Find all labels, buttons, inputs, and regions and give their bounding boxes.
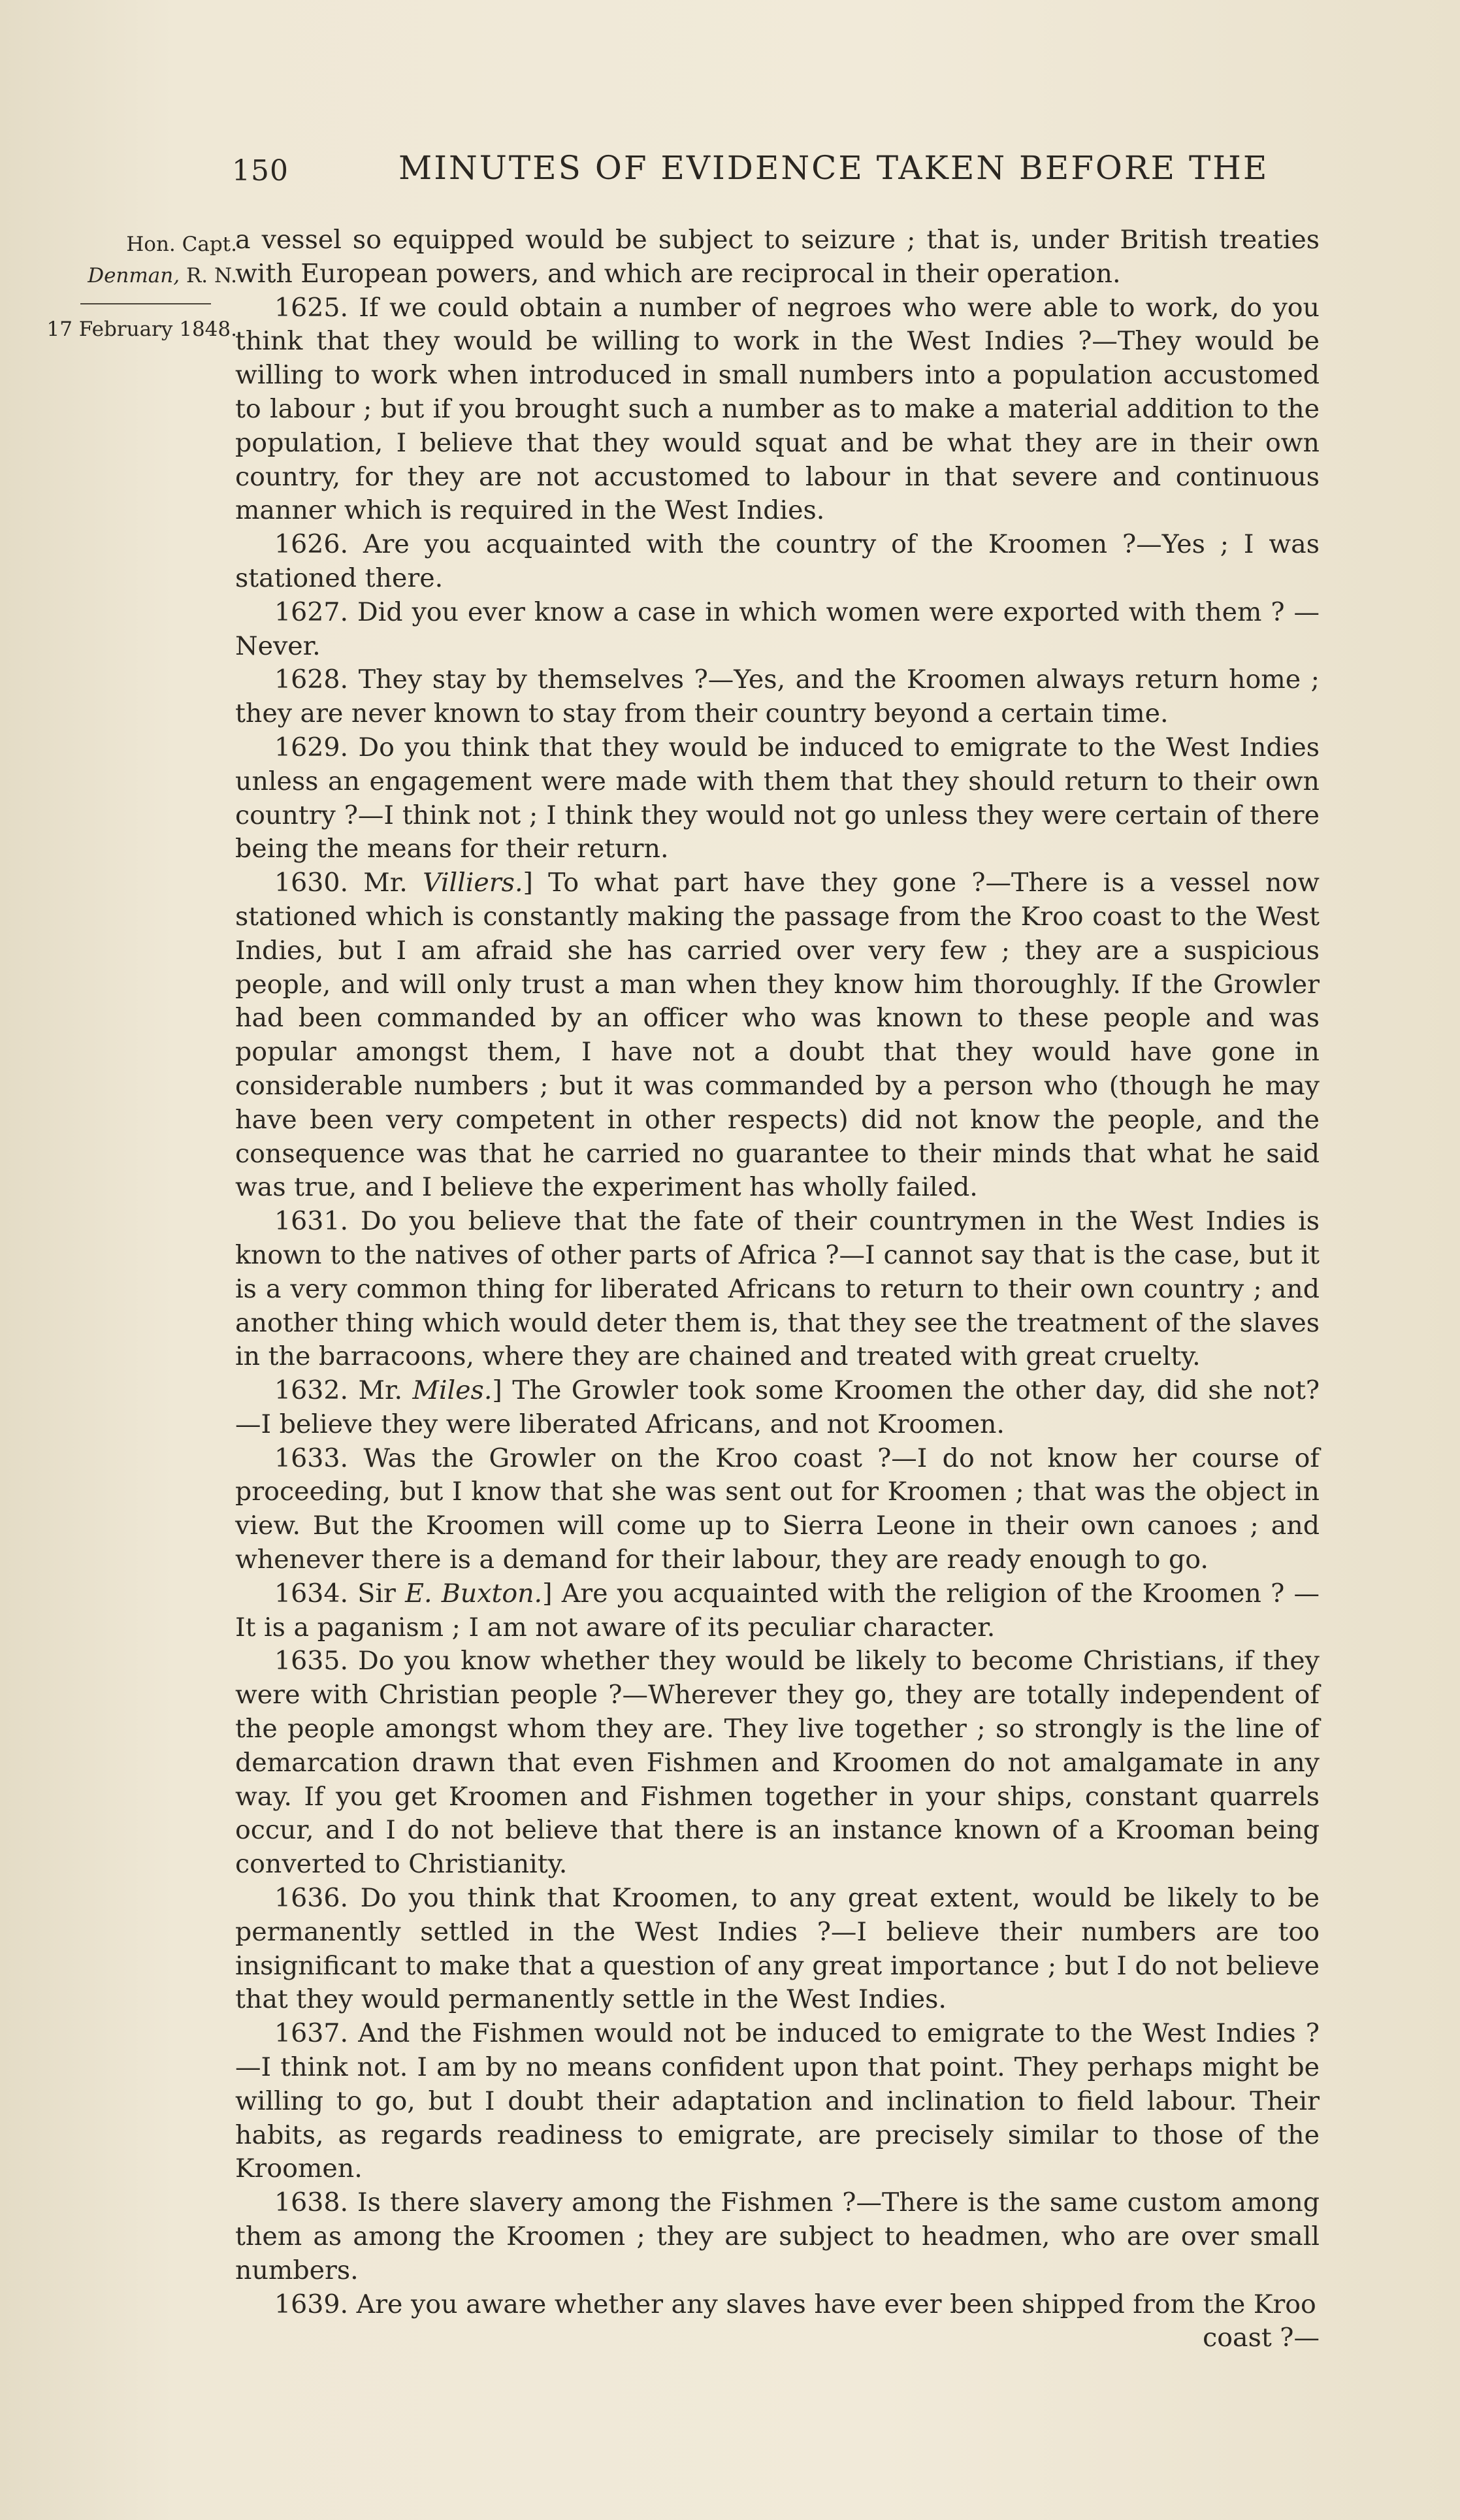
speaker-name: Miles.: [412, 1375, 493, 1406]
page-header: [232, 149, 1329, 195]
evidence-text: [235, 223, 1320, 2355]
question-1630: [235, 866, 1320, 1205]
margin-note: [12, 229, 237, 345]
running-title: MINUTES OF EVIDENCE TAKEN BEFORE THE: [398, 149, 1269, 187]
witness-line: [12, 260, 237, 291]
question-1635: 1635. Do you know whether they would be likely to become Christians, if they were with Christian people ?—Wherever they go, they are totally independent of the people amongst whom they are. They live together ; so strongly is the line of demarcation drawn that even Fishmen and Kroomen do not amalgamate in any way. If you get Kroomen and Fishmen together in your ships, constant quarrels occur, and I do not believe that there is an instance known of a Krooman being converted to Christianity.: [235, 1646, 1320, 1880]
question-number: 1634. Sir: [274, 1578, 406, 1609]
witness-name: Denman,: [88, 264, 180, 287]
question-1625: 1625. If we could obtain a number of negroes who were able to work, do you think that they would be willing to work in the West Indies ?—They would be willing to work when introduced in small numbers into a population accustomed to labour ; but if you brought such a number as to make a material addition to the population, I believe that they would squat and be what they are in their own country, for they are not accustomed to labour in that severe and continuous manner which is required in the West Indies.: [235, 292, 1320, 526]
question-text: ] Are you acquainted with the religion of the Kroomen ? —It is a paganism ; I am not aware of its peculiar character.: [235, 1578, 1320, 1643]
question-1638: 1638. Is there slavery among the Fishmen ?—There is the same custom among them as among the Kroomen ; they are subject to headmen, who are over small numbers.: [235, 2187, 1320, 2285]
question-text: ] The Growler took some Kroomen the other day, did she not? —I believe they were liberated Africans, and not Kroomen.: [235, 1375, 1320, 1439]
question-1636: 1636. Do you think that Kroomen, to any great extent, would be likely to be permanently settled in the West Indies ?—I believe their numbers are too insignificant to make that a question of any great importance ; but I do not believe that they would permanently settle in the West Indies.: [235, 1883, 1320, 2015]
question-number: 1632. Mr.: [274, 1375, 413, 1406]
question-1634: [235, 1577, 1320, 1645]
margin-divider: [80, 303, 211, 304]
evidence-date: 17 February 1848.: [46, 318, 237, 341]
question-1632: [235, 1374, 1320, 1442]
question-1637: 1637. And the Fishmen would not be induced to emigrate to the West Indies ? —I think not. I am by no means confident upon that point. They perhaps might be willing to go, but I doubt their adaptation and inclination to field labour. Their habits, as regards readiness to emigrate, are precisely similar to those of the Kroomen.: [235, 2018, 1320, 2184]
question-1631: 1631. Do you believe that the fate of their countrymen in the West Indies is known to the natives of other parts of Africa ?—I cannot say that is the case, but it is a very common thing for liberated Africans to return to their own country ; and another thing which would deter them is, that they see the treatment of the slaves in the barracoons, where they are chained and treated with great cruelty.: [235, 1206, 1320, 1372]
witness-title: Hon. Capt.: [126, 233, 237, 256]
question-text: ] To what part have they gone ?—There is a vessel now stationed which is constantly making the passage from the Kroo coast to the West Indies, but I am afraid she has carried over very few ; they are a suspicious people, and will only trust a man when they know him thoroughly. If the Growler had been commanded by an officer who was known to these people and was popular amongst them, I have not a doubt that they would have gone in considerable numbers ; but it was commanded by a person who (though he may have been very competent in other respects) did not know the people, and the consequence was that he carried no guarantee to their minds that what he said was true, and I believe the experiment has wholly failed.: [235, 868, 1320, 1203]
question-1626: 1626. Are you acquainted with the country of the Kroomen ?—Yes ; I was stationed there.: [235, 529, 1320, 593]
question-1629: 1629. Do you think that they would be induced to emigrate to the West Indies unless an engagement were made with them that they should return to their own country ?—I think not ; I think they would not go unless they were certain of there being the means for their return.: [235, 732, 1320, 864]
speaker-name: Villiers.: [423, 868, 523, 898]
page-tail: coast ?—: [1203, 2323, 1320, 2353]
question-1628: 1628. They stay by themselves ?—Yes, and the Kroomen always return home ; they are never known to stay from their country beyond a certain time.: [235, 664, 1320, 729]
paragraph-continuation: a vessel so equipped would be subject to seizure ; that is, under British treaties with European powers, and which are reciprocal in their operation.: [235, 225, 1320, 289]
page-number: 150: [232, 154, 289, 188]
question-1627: 1627. Did you ever know a case in which women were exported with them ? —Never.: [235, 597, 1320, 661]
question-1639: 1639. Are you aware whether any slaves have ever been shipped from the Kroo: [274, 2289, 1316, 2319]
witness-suffix: R. N.: [186, 264, 237, 287]
question-1633: 1633. Was the Growler on the Kroo coast ?—I do not know her course of proceeding, but I know that she was sent out for Kroomen ; that was the object in view. But the Kroomen will come up to Sierra Leone in their own canoes ; and whenever there is a demand for their labour, they are ready enough to go.: [235, 1443, 1320, 1575]
speaker-name: E. Buxton.: [405, 1578, 543, 1609]
question-number: 1630. Mr.: [274, 868, 423, 898]
